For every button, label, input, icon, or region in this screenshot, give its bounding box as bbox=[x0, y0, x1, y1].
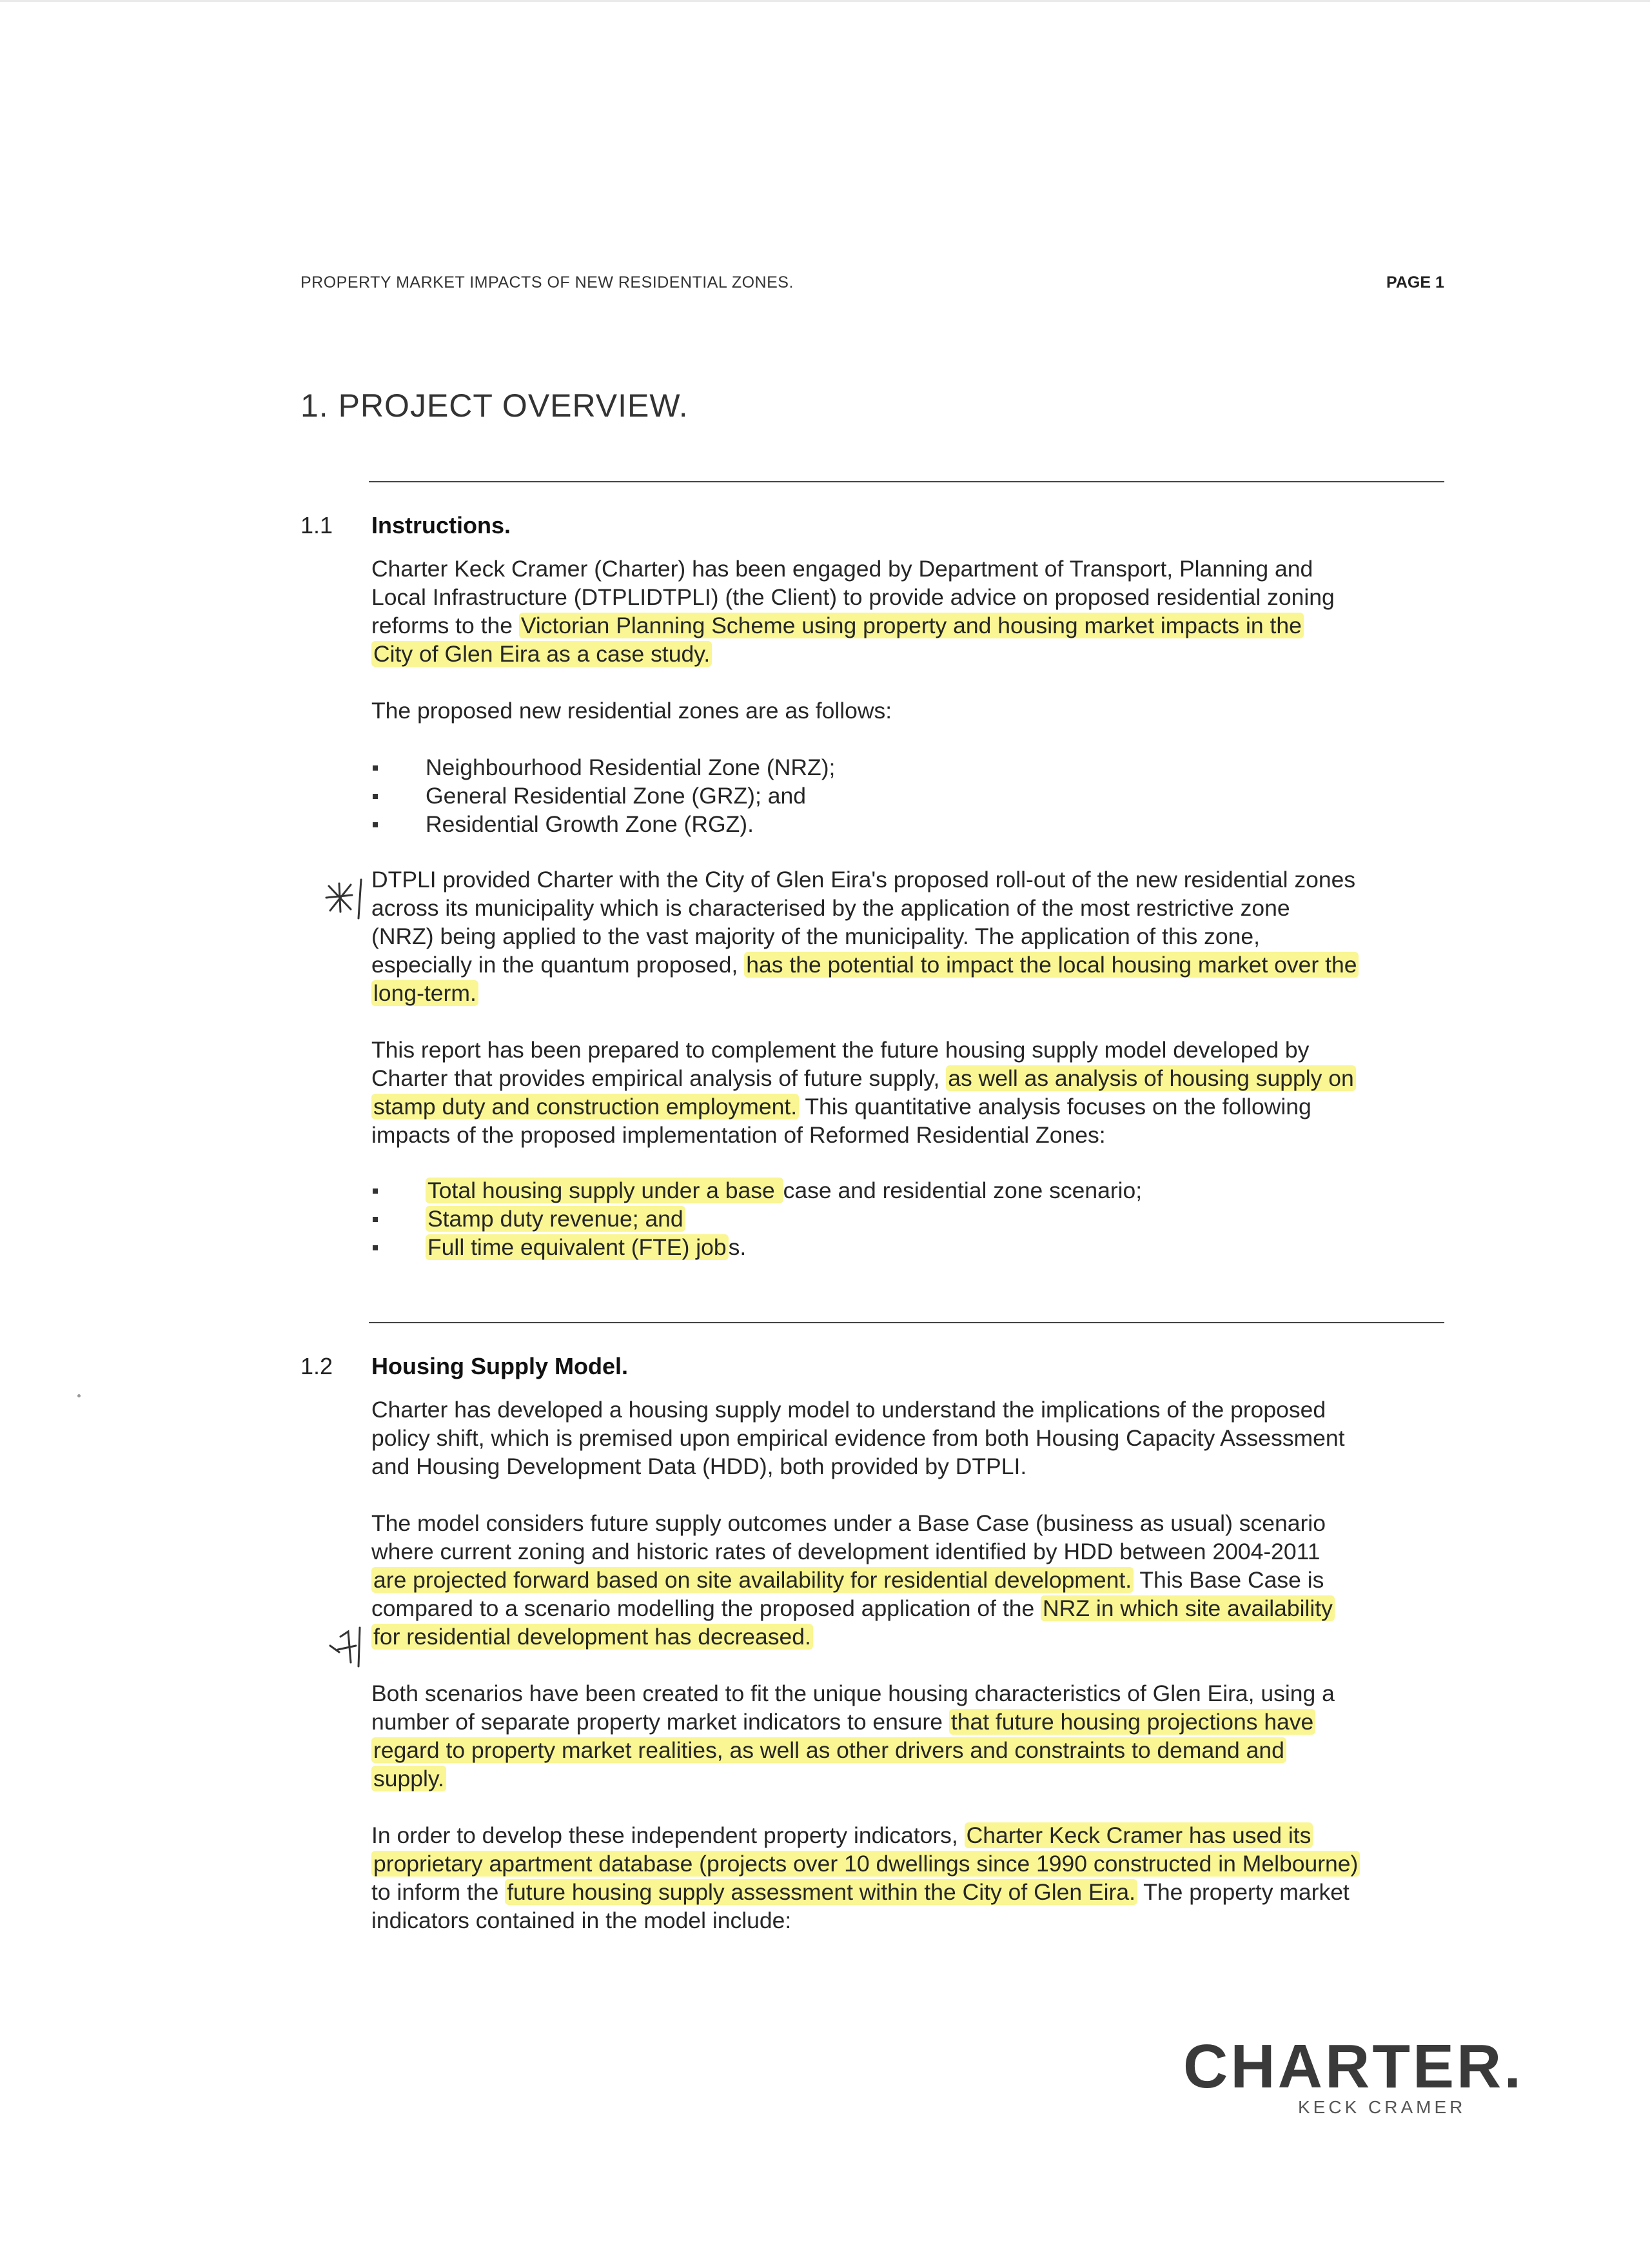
text-line bbox=[371, 1566, 1468, 1594]
highlighted-text: as well as analysis of housing supply on bbox=[946, 1065, 1356, 1091]
handwritten-check-mark bbox=[326, 1617, 365, 1671]
paragraph-scenarios bbox=[371, 1679, 1468, 1793]
highlighted-text: long-term. bbox=[371, 980, 478, 1006]
section-number: 1.2 bbox=[300, 1353, 333, 1379]
text-line: (NRZ) being applied to the vast majority of the municipality. The application of this zone, bbox=[371, 923, 1260, 949]
paragraph-indicators bbox=[371, 1821, 1468, 1935]
text-line bbox=[371, 1092, 1468, 1121]
paragraph-report-purpose bbox=[371, 1036, 1468, 1149]
text-line bbox=[371, 1821, 1468, 1849]
text-run: In order to develop these independent property indicators, bbox=[371, 1822, 965, 1848]
text-line bbox=[371, 1736, 1468, 1764]
text-run: This Base Case is bbox=[1134, 1567, 1324, 1593]
asterisk-annotation-icon bbox=[321, 872, 368, 923]
text-line: Charter Keck Cramer (Charter) has been engaged by Department of Transport, Planning and bbox=[371, 556, 1313, 582]
running-header-title: PROPERTY MARKET IMPACTS OF NEW RESIDENTIAL ZONES. bbox=[300, 273, 794, 291]
text-run: The property market bbox=[1137, 1879, 1350, 1905]
highlighted-text: NRZ in which site availability bbox=[1041, 1595, 1335, 1621]
text-line bbox=[371, 1849, 1468, 1878]
highlighted-text: proprietary apartment database (projects over 10 dwellings since 1990 constructed in Melbourne) bbox=[371, 1851, 1360, 1877]
text-run: number of separate property market indicators to ensure bbox=[371, 1709, 949, 1735]
highlighted-text: has the potential to impact the local housing market over the bbox=[744, 952, 1359, 978]
text-run: Charter that provides empirical analysis of future supply, bbox=[371, 1065, 947, 1091]
highlighted-text: City of Glen Eira as a case study. bbox=[371, 641, 712, 667]
highlighted-text: Full time equivalent (FTE) job bbox=[426, 1234, 729, 1260]
paragraph-base-case bbox=[371, 1509, 1468, 1651]
text-line: across its municipality which is characterised by the application of the most restrictive zone bbox=[371, 895, 1290, 921]
text-line: and Housing Development Data (HDD), both provided by DTPLI. bbox=[371, 1454, 1027, 1479]
highlighted-text: supply. bbox=[371, 1766, 446, 1791]
text-line: Local Infrastructure (DTPLIDTPLI) (the Client) to provide advice on proposed residential zoning bbox=[371, 584, 1335, 610]
section-number: 1.1 bbox=[300, 512, 333, 538]
section-heading: Instructions. bbox=[371, 512, 511, 538]
text-line: This report has been prepared to complement the future housing supply model developed by bbox=[371, 1037, 1310, 1063]
highlighted-text: Charter Keck Cramer has used its bbox=[965, 1822, 1313, 1848]
section-divider bbox=[369, 1322, 1444, 1323]
list-item: General Residential Zone (GRZ); and bbox=[371, 782, 1468, 810]
highlighted-text: Stamp duty revenue; and bbox=[426, 1206, 685, 1232]
text-line bbox=[371, 951, 1468, 979]
text-line: Both scenarios have been created to fit the unique housing characteristics of Glen Eira, using a bbox=[371, 1681, 1335, 1706]
paragraph-instructions bbox=[371, 555, 1468, 668]
highlighted-text: are projected forward based on site availability for residential development. bbox=[371, 1567, 1134, 1593]
charter-logo bbox=[1183, 2031, 1524, 2117]
logo-wordmark: CHARTER. bbox=[1183, 2032, 1524, 2101]
highlighted-text: future housing supply assessment within the City of Glen Eira. bbox=[505, 1879, 1137, 1905]
text-line bbox=[371, 1064, 1468, 1092]
list-item bbox=[371, 1176, 1468, 1205]
text-run: s. bbox=[728, 1234, 747, 1260]
text-line: DTPLI provided Charter with the City of Glen Eira's proposed roll-out of the new residential zones bbox=[371, 867, 1356, 892]
scan-speck bbox=[77, 1394, 81, 1397]
list-item: Neighbourhood Residential Zone (NRZ); bbox=[371, 753, 1468, 782]
highlighted-text: Total housing supply under a base bbox=[426, 1178, 783, 1203]
text-line bbox=[371, 1878, 1468, 1906]
list-item bbox=[371, 1205, 1468, 1233]
text-line bbox=[371, 640, 1468, 668]
impacts-list bbox=[371, 1176, 1468, 1261]
text-run: especially in the quantum proposed, bbox=[371, 952, 745, 978]
page-number: PAGE 1 bbox=[1386, 273, 1444, 291]
logo-subtitle: KECK CRAMER bbox=[1298, 2097, 1466, 2117]
text-run: reforms to the bbox=[371, 613, 519, 638]
text-line: policy shift, which is premised upon empirical evidence from both Housing Capacity Assessment bbox=[371, 1425, 1345, 1451]
text-run: This quantitative analysis focuses on the following bbox=[799, 1094, 1311, 1119]
text-line bbox=[371, 1708, 1468, 1736]
text-line bbox=[371, 1594, 1468, 1622]
highlighted-text: stamp duty and construction employment. bbox=[371, 1094, 799, 1119]
page-title: 1. PROJECT OVERVIEW. bbox=[300, 388, 689, 424]
highlighted-text: for residential development has decreased. bbox=[371, 1624, 813, 1650]
section-heading: Housing Supply Model. bbox=[371, 1353, 628, 1379]
text-line: Charter has developed a housing supply model to understand the implications of the proposed bbox=[371, 1397, 1326, 1423]
text-line: The proposed new residential zones are as follows: bbox=[371, 698, 892, 724]
zones-list bbox=[371, 753, 1468, 838]
text-run: to inform the bbox=[371, 1879, 506, 1905]
text-line: impacts of the proposed implementation of Reformed Residential Zones: bbox=[371, 1122, 1106, 1148]
paragraph-model-intro bbox=[371, 1395, 1468, 1481]
check-annotation-icon bbox=[326, 1617, 365, 1669]
text-line: where current zoning and historic rates of development identified by HDD between 2004-2011 bbox=[371, 1539, 1321, 1564]
text-line bbox=[371, 611, 1468, 640]
scan-edge bbox=[0, 0, 1650, 2]
text-line: The model considers future supply outcomes under a Base Case (business as usual) scenario bbox=[371, 1510, 1326, 1536]
text-line bbox=[371, 1764, 1468, 1793]
text-line bbox=[371, 1622, 1468, 1651]
text-run: compared to a scenario modelling the proposed application of the bbox=[371, 1595, 1041, 1621]
text-run: case and residential zone scenario; bbox=[783, 1178, 1143, 1203]
highlighted-text: regard to property market realities, as well as other drivers and constraints to demand and bbox=[371, 1737, 1286, 1763]
handwritten-asterisk-mark bbox=[321, 872, 368, 934]
section-divider bbox=[369, 481, 1444, 482]
paragraph-dtpli-rollout bbox=[371, 865, 1468, 1007]
text-line bbox=[371, 979, 1468, 1007]
list-item bbox=[371, 1233, 1468, 1261]
highlighted-text: Victorian Planning Scheme using property and housing market impacts in the bbox=[519, 613, 1304, 638]
highlighted-text: that future housing projections have bbox=[949, 1709, 1315, 1735]
paragraph-zones-intro bbox=[371, 696, 1468, 725]
list-item: Residential Growth Zone (RGZ). bbox=[371, 810, 1468, 838]
text-line: indicators contained in the model include: bbox=[371, 1908, 792, 1933]
